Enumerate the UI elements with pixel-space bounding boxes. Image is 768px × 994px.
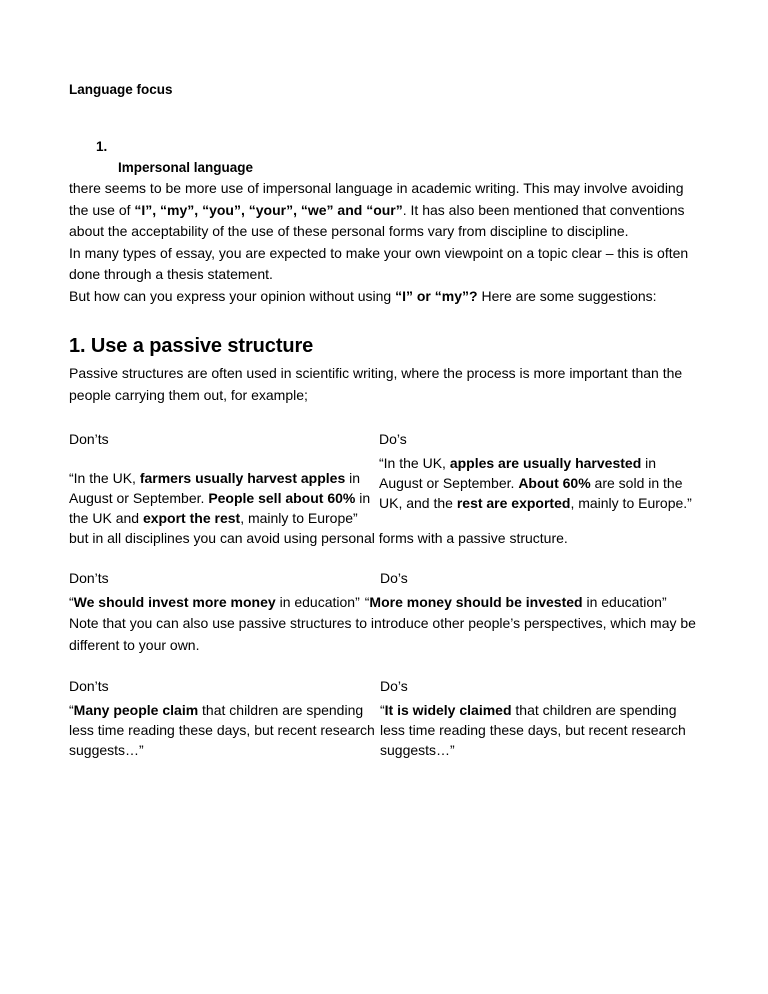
dos-3-part-2: that children are spending less time reading these days, but recent research suggests…” — [380, 701, 686, 758]
dos-text-1 — [379, 453, 697, 513]
dos-1-part-2: in August or September. — [379, 454, 657, 491]
dos-1-bold-2: About 60% — [518, 474, 591, 491]
list-item-label: Impersonal language — [118, 160, 254, 175]
compare-block-apples — [69, 429, 697, 528]
dos-3-part-1: “ — [380, 701, 385, 718]
donts-3-bold-1: Many people claim — [73, 701, 199, 718]
donts-1-bold-2: People sell about 60% — [208, 489, 356, 506]
section-heading-passive-structure: 1. Use a passive structure — [69, 335, 314, 357]
compare-block-claims — [69, 676, 697, 760]
donts-1-part-2: in August or September. — [69, 469, 361, 506]
donts-1-part-4: , mainly to Europe” — [240, 509, 358, 526]
intro-1-text-a: there seems to be more use of impersonal language in academic writing. This may involve avoiding the use of — [69, 180, 684, 218]
numbered-list-block — [69, 99, 697, 178]
intro-1-text-c: . It has also been mentioned that conventions about the acceptability of the use of these personal forms vary from discipline to discipline. — [69, 201, 685, 239]
compare-text-row-1 — [69, 451, 697, 528]
compare-text-row-2 — [69, 592, 697, 614]
compare-text-row-3 — [69, 700, 697, 760]
donts-label-2: Don’ts — [69, 570, 109, 586]
list-item-number: 1. — [96, 139, 108, 154]
donts-text-2 — [69, 592, 360, 614]
paragraph-after-block-1: but in all disciplines you can avoid using personal forms with a passive structure. — [69, 529, 568, 546]
dos-label-2: Do’s — [380, 570, 408, 586]
intro-paragraph-3 — [69, 286, 697, 308]
dos-3-bold-1: It is widely claimed — [384, 701, 512, 718]
donts-3-part-1: “ — [69, 701, 74, 718]
donts-2-part-2: in education” — [275, 593, 360, 610]
intro-3-quoted-pronouns: “I” or “my”? — [395, 287, 478, 304]
paragraph-after-block-2: Note that you can also use passive structures to introduce other people’s perspectives, which may be different to your own. — [69, 615, 696, 653]
document-content — [69, 0, 697, 760]
compare-labels-row-1 — [69, 429, 697, 451]
compare-labels-row-2 — [69, 568, 697, 590]
donts-1-bold-3: export the rest — [142, 509, 241, 526]
donts-1-bold-1: farmers usually harvest apples — [139, 469, 346, 486]
donts-text-3 — [69, 700, 380, 760]
donts-label-1: Don’ts — [69, 431, 109, 447]
dos-2-bold-1: More money should be invested — [369, 593, 583, 610]
document-title: Language focus — [69, 82, 173, 97]
dos-text-2 — [360, 592, 667, 614]
dos-1-bold-3: rest are exported — [456, 494, 571, 511]
intro-3-text-c: Here are some suggestions: — [477, 287, 657, 304]
dos-label-1: Do’s — [379, 431, 407, 447]
compare-labels-row-3 — [69, 676, 697, 698]
donts-2-bold-1: We should invest more money — [73, 593, 276, 610]
dos-1-part-1: “In the UK, — [379, 454, 450, 471]
donts-3-part-2: that children are spending less time reading these days, but recent research suggests…” — [69, 701, 375, 758]
dos-2-part-1: “ — [364, 593, 370, 610]
dos-label-3: Do’s — [380, 678, 408, 694]
dos-text-3 — [380, 700, 697, 760]
dos-2-part-2: in education” — [582, 593, 667, 610]
donts-1-part-1: “In the UK, — [69, 469, 140, 486]
dos-1-part-4: , mainly to Europe.” — [570, 494, 692, 511]
dos-1-part-3: are sold in the UK, and the — [379, 474, 683, 511]
intro-3-text-a: But how can you express your opinion without using — [69, 287, 396, 304]
donts-text-1 — [69, 468, 379, 528]
intro-1-pronouns: “I”, “my”, “you”, “your”, “we” and “our” — [134, 201, 403, 218]
dos-1-bold-1: apples are usually harvested — [449, 454, 642, 471]
donts-2-part-1: “ — [69, 593, 74, 610]
donts-label-3: Don’ts — [69, 678, 109, 694]
compare-block-money — [69, 568, 697, 613]
passive-intro-paragraph: Passive structures are often used in scientific writing, where the process is more important than the people carrying them out, for example; — [69, 365, 683, 403]
intro-paragraph-2: In many types of essay, you are expected to make your own viewpoint on a topic clear – this is often done through a thesis statement. — [69, 244, 689, 282]
intro-paragraph-1 — [69, 178, 697, 243]
donts-1-part-3: in the UK and — [69, 489, 371, 526]
